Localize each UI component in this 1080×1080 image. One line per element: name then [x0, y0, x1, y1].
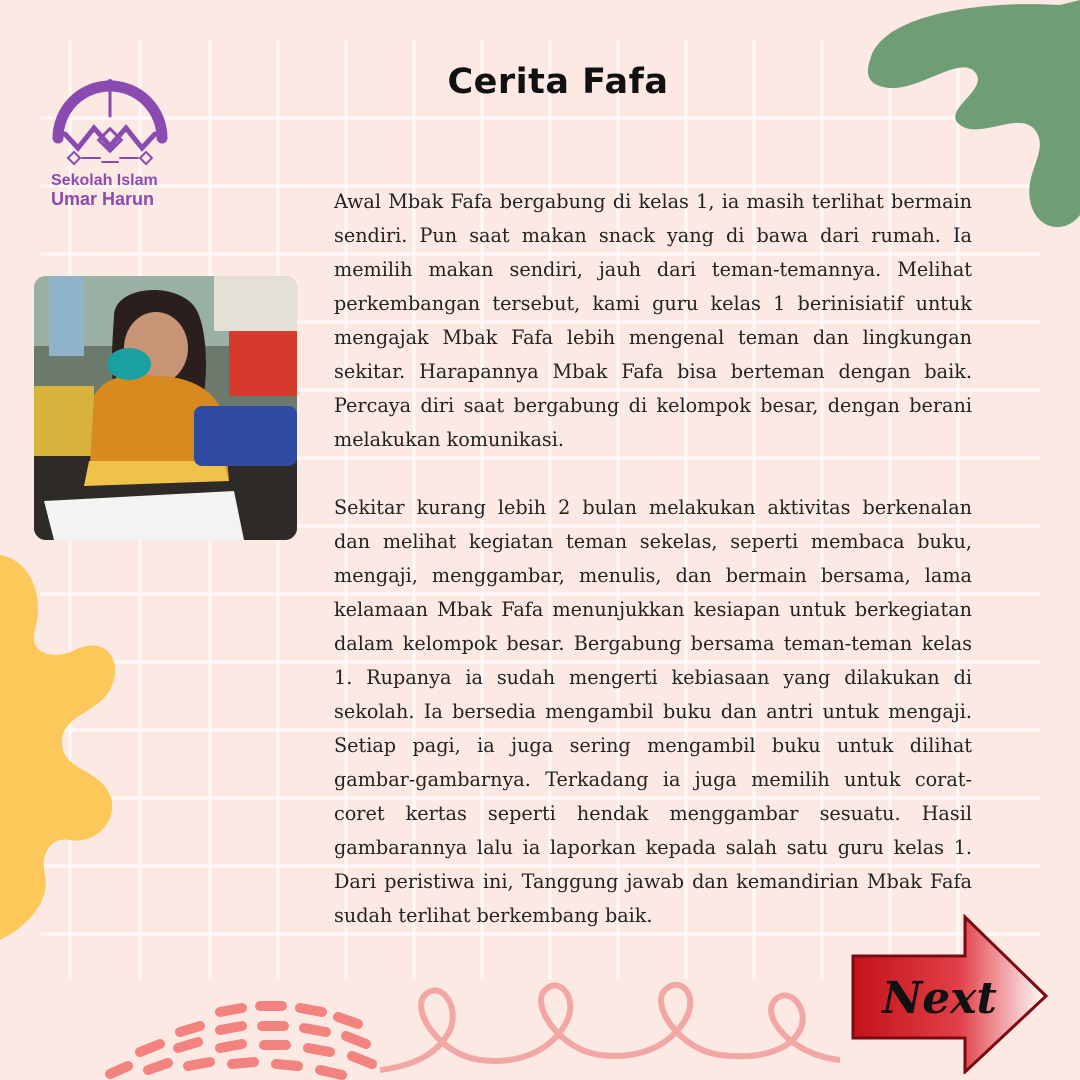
pink-dash-decoration [70, 990, 430, 1080]
logo-line-1: Sekolah Islam [51, 172, 158, 189]
logo-emblem-icon [50, 58, 170, 170]
page-title: Cerita Fafa [447, 62, 669, 102]
next-label: Next [882, 973, 997, 1024]
logo-line-2: Umar Harun [51, 189, 155, 209]
child-photo [34, 276, 297, 540]
story-paragraph-1: Awal Mbak Fafa bergabung di kelas 1, ia masih terlihat bermain sendiri. Pun saat makan snack yang di bawa dari rumah. Ia memilih makan sendiri, jauh dari teman-temannya. Melihat perkembangan tersebut, kami guru kelas 1 berinisiatif untuk mengajak Mbak Fafa lebih mengenal teman dan lingkungan sekitar. Harapannya Mbak Fafa bisa berteman dengan baik. Percaya diri saat bergabung di kelompok besar, dengan berani melakukan komunikasi. [334, 190, 972, 451]
yellow-blob-decoration [0, 555, 125, 945]
logo-text [44, 172, 180, 208]
story-body [334, 185, 972, 933]
pink-loop-decoration [380, 970, 840, 1080]
next-button[interactable] [850, 914, 1050, 1074]
story-paragraph-2: Sekitar kurang lebih 2 bulan melakukan aktivitas berkenalan dan melihat kegiatan teman sekelas, seperti membaca buku, mengaji, menggambar, menulis, dan bermain bersama, lama kelamaan Mbak Fafa menunjukkan kesiapan untuk berkegiatan dalam kelompok besar. Bergabung bersama teman-teman kelas 1. Rupanya ia sudah mengerti kebiasaan yang dilakukan di sekolah. Ia bersedia mengambil buku dan antri untuk mengaji. Setiap pagi, ia juga sering mengambil buku untuk dilihat gambar-gambarnya. Terkadang ia juga memilih untuk corat-coret kertas seperti hendak menggambar sesuatu. Hasil gambarannya lalu ia laporkan kepada salah satu guru kelas 1. Dari peristiwa ini, Tanggung jawab dan kemandirian Mbak Fafa sudah terlihat berkembang baik. [334, 496, 972, 927]
school-logo [44, 58, 180, 208]
